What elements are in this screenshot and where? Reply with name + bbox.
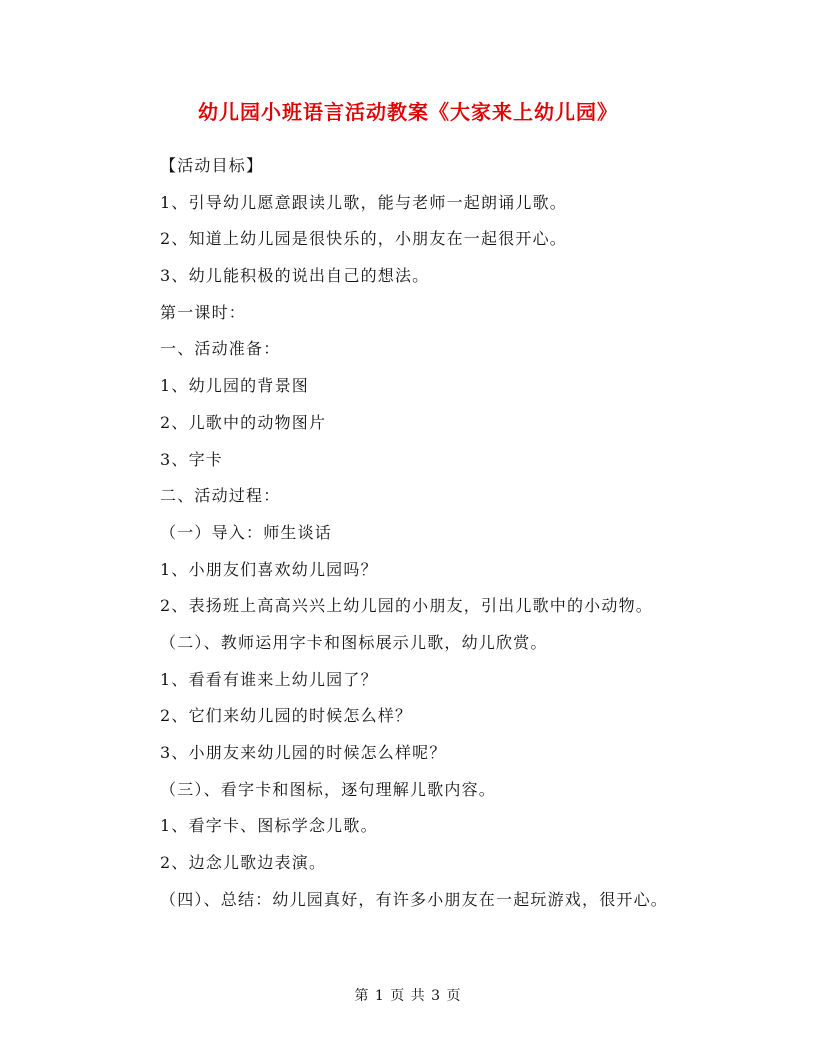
preparation-item: 3、字卡 [160, 449, 223, 469]
preparation-item: 1、幼儿园的背景图 [160, 376, 309, 396]
summary-paragraph: （四）、总结：幼儿园真好，有许多小朋友在一起玩游戏，很开心。 [160, 889, 669, 909]
page-number-footer: 第 1 页 共 3 页 [354, 988, 462, 1004]
process-item: 3、小朋友来幼儿园的时候怎么样呢？ [160, 743, 447, 762]
document-body [120, 148, 696, 918]
preparation-item: 2、儿歌中的动物图片 [160, 412, 327, 432]
objective-item: 1、引导幼儿愿意跟读儿歌，能与老师一起朗诵儿歌。 [160, 192, 567, 212]
objective-item: 2、知道上幼儿园是很快乐的，小朋友在一起很开心。 [160, 229, 567, 249]
lesson-heading: 第一课时： [160, 302, 247, 322]
objective-item: 3、幼儿能积极的说出自己的想法。 [160, 266, 430, 286]
process-item: 2、边念儿歌边表演。 [160, 853, 327, 873]
document-title: 幼儿园小班语言活动教案《大家来上幼儿园》 [198, 100, 618, 124]
section-heading-objectives: 【活动目标】 [160, 156, 264, 175]
process-item: 2、表扬班上高高兴兴上幼儿园的小朋友，引出儿歌中的小动物。 [160, 596, 653, 616]
process-item: 1、看字卡、图标学念儿歌。 [160, 816, 378, 836]
section-heading-preparation: 一、活动准备： [160, 339, 281, 359]
process-item: 1、看看有谁来上幼儿园了？ [160, 669, 378, 689]
process-step-heading: （一）导入：师生谈话 [160, 522, 333, 542]
process-item: 1、小朋友们喜欢幼儿园吗？ [160, 559, 378, 579]
process-step-heading: （二）、教师运用字卡和图标展示儿歌，幼儿欣赏。 [160, 632, 548, 652]
process-step-heading: （三）、看字卡和图标，逐句理解儿歌内容。 [160, 779, 497, 799]
section-heading-process: 二、活动过程： [160, 486, 281, 506]
process-item: 2、它们来幼儿园的时候怎么样？ [160, 706, 413, 726]
